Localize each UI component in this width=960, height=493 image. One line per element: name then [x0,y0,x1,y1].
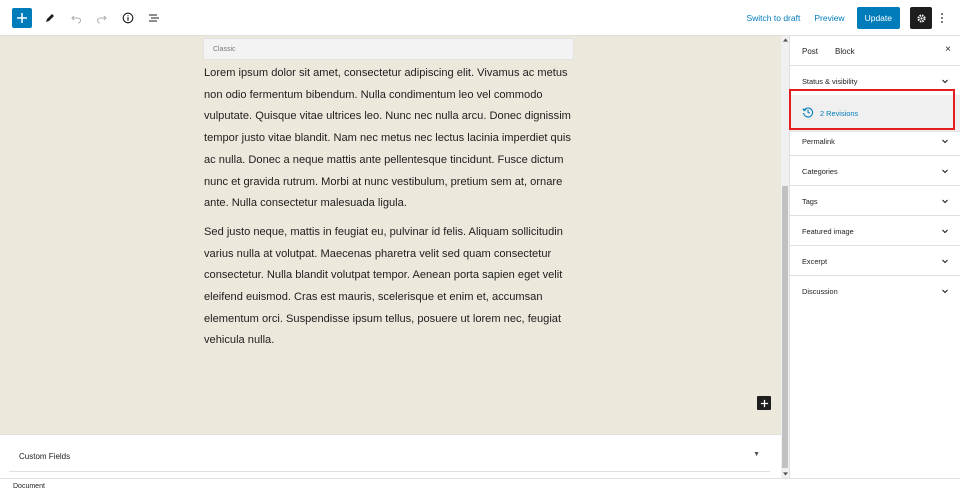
add-block-button[interactable] [12,8,32,28]
panel-title: Categories [802,167,838,176]
metaboxes-area [0,434,781,478]
chevron-down-icon [941,167,949,175]
classic-block-toolbar[interactable] [203,38,574,60]
classic-block-label: Classic [213,46,236,53]
chevron-down-icon [941,197,949,205]
list-view-button[interactable] [144,8,164,28]
highlight-box [789,89,955,130]
panel-discussion[interactable] [790,276,960,306]
info-icon [122,12,134,24]
panel-title: Excerpt [802,257,828,266]
update-button[interactable]: Update [857,7,900,29]
gear-icon [916,13,927,24]
chevron-down-icon [941,227,949,235]
caret-up-icon [783,38,788,42]
caret-down-icon [783,472,788,476]
block-inserter-button[interactable] [757,396,771,410]
settings-button[interactable] [910,7,932,29]
block-breadcrumb[interactable]: Document [13,483,45,490]
panel-title: Discussion [802,287,838,296]
plus-icon [760,399,769,408]
undo-icon [70,12,82,24]
editor-footer [0,478,960,493]
redo-button[interactable] [92,8,112,28]
switch-to-draft-button[interactable]: Switch to draft [746,13,801,23]
undo-button[interactable] [66,8,86,28]
panel-title: Tags [802,197,818,206]
list-view-icon [148,12,160,24]
editor-scrollbar[interactable] [781,36,789,478]
chevron-down-icon [941,137,949,145]
custom-fields-title: Custom Fields [19,452,71,461]
revisions-label: 2 Revisions [820,109,859,118]
paragraph-1[interactable]: Lorem ipsum dolor sit amet, consectetur adipiscing elit. Vivamus ac metus non odio fermentum bibendum. Nulla condimentum leo vel commodo vulputate. Quisque vitae ultrices leo. Nunc nec nulla arcu. Donec dignissim tempor justo vitae blandit. Nam nec metus nec lectus lacinia imperdiet quis ac nulla. Donec a neque mattis ante pellentesque tincidunt. Fusce dictum nunc et gravida rutrum. Morbi at nunc vestibulum, pretium sem at, ornare ante. Nulla consectetur malesuada ligula. [204,67,571,210]
header-toolbar-left [12,8,164,28]
panel-title: Status & visibility [802,77,858,86]
details-button[interactable] [118,8,138,28]
tab-post[interactable]: Post [802,47,819,56]
panel-tags[interactable] [790,186,960,216]
header-toolbar-right [746,7,948,29]
tab-block[interactable]: Block [835,47,855,56]
pencil-icon [44,12,56,24]
more-options-button[interactable] [936,7,948,29]
scrollbar-thumb[interactable] [782,186,788,468]
panel-permalink[interactable] [790,126,960,156]
custom-fields-metabox[interactable] [9,435,770,472]
more-vertical-icon [940,12,944,24]
panel-title: Permalink [802,137,835,146]
panel-categories[interactable] [790,156,960,186]
panel-title: Featured image [802,227,854,236]
panel-excerpt[interactable] [790,246,960,276]
scroll-down-arrow[interactable] [781,470,789,478]
redo-icon [96,12,108,24]
metabox-toggle-icon[interactable]: ▼ [753,451,760,458]
paragraph-2[interactable]: Sed justo neque, mattis in feugiat eu, pulvinar id felis. Aliquam sollicitudin varius nulla at volutpat. Maecenas pharetra velit sed quam consectetur consectetur. Nulla blandit volutpat tempor. Aenean porta sapien eget velit eleifend euismod. Cras est mauris, scelerisque et enim et, accumsan elementum orci. Suspendisse ipsum tellus, posuere ut lorem nec, feugiat vehicula nulla. [204,225,563,347]
tools-button[interactable] [40,8,60,28]
close-sidebar-button[interactable]: × [945,44,951,55]
chevron-down-icon [941,257,949,265]
panel-featured-image[interactable] [790,216,960,246]
editor-canvas[interactable] [0,36,781,434]
scroll-up-arrow[interactable] [781,36,789,44]
chevron-down-icon [941,77,949,85]
preview-button[interactable]: Preview [814,13,845,23]
sidebar-tabs [790,36,960,66]
chevron-down-icon [941,287,949,295]
classic-block-content[interactable] [204,63,578,359]
plus-icon [16,12,28,24]
editor-header [0,0,960,36]
